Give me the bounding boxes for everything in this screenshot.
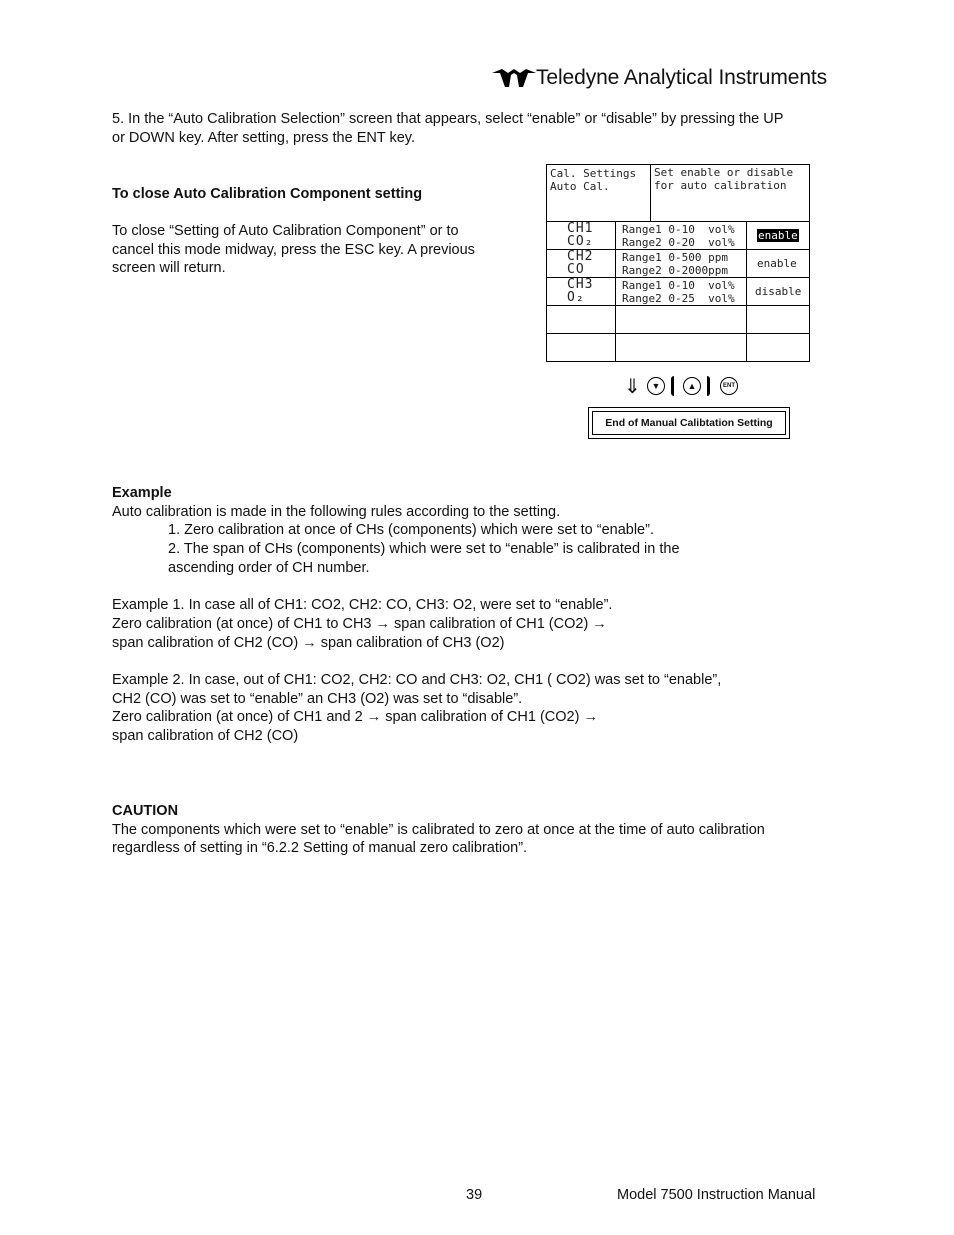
auto-cal-screen (546, 164, 810, 362)
teledyne-logo-icon (492, 67, 536, 89)
screen-title: Cal. Settings (550, 167, 637, 180)
example-heading: Example (112, 485, 172, 501)
example2-line1: Example 2. In case, out of CH1: CO2, CH2: CO and CH3: O2, CH1 ( CO2) was set to “enable”, (112, 672, 722, 688)
down-arrow-icon: ⇓ (624, 376, 641, 398)
step5-line2: or DOWN key. After setting, press the ENT key. (112, 130, 415, 146)
screen-subtitle: Auto Cal. (550, 180, 610, 193)
ch1-label: CH1 (567, 221, 594, 236)
example-rule-1: 1. Zero calibration at once of CHs (components) which were set to “enable”. (168, 522, 654, 538)
example-rule-2b: ascending order of CH number. (168, 560, 370, 576)
ch2-gas: CO (567, 262, 585, 277)
ch2-range2: Range2 0-2000ppm (622, 264, 728, 277)
end-of-setting-box (588, 407, 790, 439)
brand-name: Teledyne Analytical Instruments (536, 66, 828, 89)
close-text-3: screen will return. (112, 260, 226, 276)
close-text-2: cancel this mode midway, press the ESC key. A previous (112, 242, 475, 258)
ch3-label: CH3 (567, 277, 594, 292)
ent-key-icon[interactable]: ENT (720, 377, 738, 395)
ch3-range2: Range2 0-25 vol% (622, 292, 735, 305)
bracket-right-icon (705, 376, 710, 396)
example1-line1: Example 1. In case all of CH1: CO2, CH2: CO, CH3: O2, were set to “enable”. (112, 597, 613, 613)
ch3-range1: Range1 0-10 vol% (622, 279, 735, 292)
end-of-setting-label: End of Manual Calibtation Setting (592, 411, 786, 435)
down-key-icon[interactable]: ▼ (647, 377, 665, 395)
caution-line2: regardless of setting in “6.2.2 Setting of manual zero calibration”. (112, 840, 528, 856)
page-number: 39 (466, 1187, 483, 1203)
brand-header (492, 66, 827, 90)
step5-line1: 5. In the “Auto Calibration Selection” screen that appears, select “enable” or “disable” by pressing the UP (112, 111, 784, 127)
manual-name: Model 7500 Instruction Manual (617, 1187, 816, 1203)
ch1-state-selected[interactable]: enable (758, 229, 798, 242)
example1-line2: Zero calibration (at once) of CH1 to CH3 → span calibration of CH1 (CO2) → (112, 616, 607, 632)
example2-line4: span calibration of CH2 (CO) (112, 728, 299, 744)
example-intro: Auto calibration is made in the following rules according to the setting. (112, 504, 561, 520)
caution-line1: The components which were set to “enable” is calibrated to zero at once at the time of auto calibration (112, 822, 765, 838)
screen-help-2: for auto calibration (654, 179, 787, 192)
screen-help-1: Set enable or disable (654, 166, 794, 179)
ch1-gas: CO₂ (567, 234, 594, 249)
ch1-range2: Range2 0-20 vol% (622, 236, 735, 249)
caution-heading: CAUTION (112, 803, 179, 819)
ch1-range1: Range1 0-10 vol% (622, 223, 735, 236)
ch2-range1: Range1 0-500 ppm (622, 251, 728, 264)
close-text-1: To close “Setting of Auto Calibration Component” or to (112, 223, 459, 239)
example2-line2: CH2 (CO) was set to “enable” an CH3 (O2) was set to “disable”. (112, 691, 523, 707)
example2-line3: Zero calibration (at once) of CH1 and 2 → span calibration of CH1 (CO2) → (112, 709, 598, 725)
ch2-state[interactable]: enable (757, 257, 797, 270)
ch3-state[interactable]: disable (755, 285, 802, 298)
example1-line3: span calibration of CH2 (CO) → span calibration of CH3 (O2) (112, 635, 505, 651)
close-heading: To close Auto Calibration Component setting (112, 186, 423, 202)
bracket-left-icon (671, 376, 676, 396)
ch2-label: CH2 (567, 249, 594, 264)
ch3-gas: O₂ (567, 290, 585, 305)
up-key-icon[interactable]: ▲ (683, 377, 701, 395)
example-rule-2a: 2. The span of CHs (components) which were set to “enable” is calibrated in the (168, 541, 680, 557)
